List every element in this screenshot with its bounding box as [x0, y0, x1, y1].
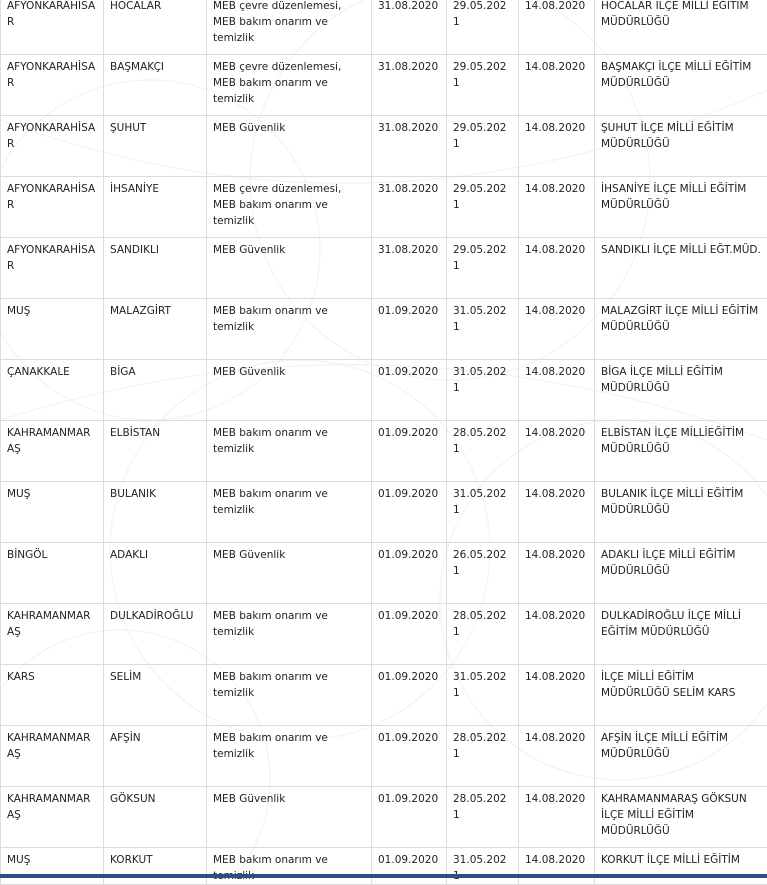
- institution-cell: BAŞMAKÇI İLÇE MİLLİ EĞİTİM MÜDÜRLÜĞÜ: [595, 55, 767, 116]
- end-date-cell: 28.05.2021: [447, 604, 519, 665]
- table-row: [1, 238, 767, 299]
- application-date-cell: 14.08.2020: [519, 604, 595, 665]
- job-type-cell: MEB çevre düzenlemesi, MEB bakım onarım ve temizlik: [207, 177, 372, 238]
- start-date-cell: 01.09.2020: [372, 421, 447, 482]
- end-date-cell: 29.05.2021: [447, 55, 519, 116]
- institution-cell: HOCALAR İLÇE MİLLİ EĞİTİM MÜDÜRLÜĞÜ: [595, 0, 767, 55]
- table-row: [1, 55, 767, 116]
- district-cell: İHSANİYE: [104, 177, 207, 238]
- end-date-cell: 28.05.2021: [447, 726, 519, 787]
- start-date-cell: 01.09.2020: [372, 299, 447, 360]
- application-date-cell: 14.08.2020: [519, 726, 595, 787]
- start-date-cell: 31.08.2020: [372, 0, 447, 55]
- province-cell: ÇANAKKALE: [1, 360, 104, 421]
- institution-cell: DULKADİROĞLU İLÇE MİLLİ EĞİTİM MÜDÜRLÜĞÜ: [595, 604, 767, 665]
- district-cell: MALAZGİRT: [104, 299, 207, 360]
- job-type-cell: MEB bakım onarım ve temizlik: [207, 421, 372, 482]
- start-date-cell: 31.08.2020: [372, 177, 447, 238]
- district-cell: BİGA: [104, 360, 207, 421]
- institution-cell: BULANIK İLÇE MİLLİ EĞİTİM MÜDÜRLÜĞÜ: [595, 482, 767, 543]
- end-date-cell: 29.05.2021: [447, 177, 519, 238]
- institution-cell: ELBİSTAN İLÇE MİLLİEĞİTİM MÜDÜRLÜĞÜ: [595, 421, 767, 482]
- province-cell: KAHRAMANMARAŞ: [1, 421, 104, 482]
- application-date-cell: 14.08.2020: [519, 116, 595, 177]
- district-cell: ADAKLI: [104, 543, 207, 604]
- province-cell: MUŞ: [1, 299, 104, 360]
- province-cell: KAHRAMANMARAŞ: [1, 604, 104, 665]
- province-cell: AFYONKARAHİSAR: [1, 238, 104, 299]
- start-date-cell: 01.09.2020: [372, 604, 447, 665]
- province-cell: KAHRAMANMARAŞ: [1, 787, 104, 848]
- job-type-cell: MEB bakım onarım ve: [207, 848, 372, 885]
- table-row: [1, 360, 767, 421]
- job-type-cell: MEB bakım onarım ve temizlik: [207, 482, 372, 543]
- end-date-cell: 31.05.2021: [447, 482, 519, 543]
- end-date-cell: 31.05.2021: [447, 360, 519, 421]
- job-type-cell: MEB bakım onarım ve temizlik: [207, 665, 372, 726]
- application-date-cell: 14.08.2020: [519, 543, 595, 604]
- district-cell: KORKUT: [104, 848, 207, 885]
- table-row: [1, 604, 767, 665]
- table-row: [1, 299, 767, 360]
- job-type-cell: MEB bakım onarım ve temizlik: [207, 299, 372, 360]
- institution-cell: ADAKLI İLÇE MİLLİ EĞİTİM MÜDÜRLÜĞÜ: [595, 543, 767, 604]
- application-date-cell: 14.08.2020: [519, 665, 595, 726]
- institution-cell: İLÇE MİLLİ EĞİTİM MÜDÜRLÜĞÜ SELİM KARS: [595, 665, 767, 726]
- district-cell: BULANIK: [104, 482, 207, 543]
- job-type-cell: MEB Güvenlik: [207, 116, 372, 177]
- start-date-cell: 01.09.2020: [372, 665, 447, 726]
- end-date-cell: 29.05.2021: [447, 116, 519, 177]
- institution-cell: MALAZGİRT İLÇE MİLLİ EĞİTİM MÜDÜRLÜĞÜ: [595, 299, 767, 360]
- table-row: [1, 543, 767, 604]
- start-date-cell: 01.09.2020: [372, 848, 447, 885]
- start-date-cell: 31.08.2020: [372, 238, 447, 299]
- start-date-cell: 01.09.2020: [372, 482, 447, 543]
- start-date-cell: 31.08.2020: [372, 116, 447, 177]
- table-row: [1, 177, 767, 238]
- table-row: [1, 116, 767, 177]
- end-date-cell: 31.05.202: [447, 848, 519, 885]
- table-row: [1, 482, 767, 543]
- table-row: [1, 787, 767, 848]
- institution-cell: AFŞİN İLÇE MİLLİ EĞİTİM MÜDÜRLÜĞÜ: [595, 726, 767, 787]
- table-row: [1, 0, 767, 55]
- province-cell: BİNGÖL: [1, 543, 104, 604]
- province-cell: AFYONKARAHİSAR: [1, 55, 104, 116]
- table-row: [1, 421, 767, 482]
- district-cell: GÖKSUN: [104, 787, 207, 848]
- application-date-cell: 14.08.2020: [519, 299, 595, 360]
- start-date-cell: 01.09.2020: [372, 543, 447, 604]
- province-cell: AFYONKARAHİSAR: [1, 116, 104, 177]
- end-date-cell: 29.05.2021: [447, 0, 519, 55]
- end-date-cell: 31.05.2021: [447, 299, 519, 360]
- institution-cell: ŞUHUT İLÇE MİLLİ EĞİTİM MÜDÜRLÜĞÜ: [595, 116, 767, 177]
- start-date-cell: 31.08.2020: [372, 55, 447, 116]
- job-type-cell: MEB Güvenlik: [207, 360, 372, 421]
- end-date-cell: 29.05.2021: [447, 238, 519, 299]
- province-cell: AFYONKARAHİSAR: [1, 177, 104, 238]
- end-date-cell: 26.05.2021: [447, 543, 519, 604]
- job-type-cell: MEB Güvenlik: [207, 238, 372, 299]
- institution-cell: İHSANİYE İLÇE MİLLİ EĞİTİM MÜDÜRLÜĞÜ: [595, 177, 767, 238]
- district-cell: SELİM: [104, 665, 207, 726]
- application-date-cell: 14.08.2020: [519, 482, 595, 543]
- table-row: [1, 848, 767, 885]
- application-date-cell: 14.08.2020: [519, 55, 595, 116]
- district-cell: AFŞİN: [104, 726, 207, 787]
- institution-cell: KORKUT İLÇE MİLLİ EĞİTİM: [595, 848, 767, 885]
- district-cell: ELBİSTAN: [104, 421, 207, 482]
- table-row: [1, 665, 767, 726]
- end-date-cell: 31.05.2021: [447, 665, 519, 726]
- district-cell: HOCALAR: [104, 0, 207, 55]
- institution-cell: KAHRAMANMARAŞ GÖKSUN İLÇE MİLLİ EĞİTİM MÜDÜRLÜĞÜ: [595, 787, 767, 848]
- job-type-cell: MEB bakım onarım ve temizlik: [207, 726, 372, 787]
- province-cell: AFYONKARAHİSAR: [1, 0, 104, 55]
- application-date-cell: 14.08.2020: [519, 360, 595, 421]
- application-date-cell: 14.08.2020: [519, 238, 595, 299]
- start-date-cell: 01.09.2020: [372, 726, 447, 787]
- district-cell: ŞUHUT: [104, 116, 207, 177]
- table-body: [1, 0, 767, 885]
- province-cell: MUŞ: [1, 848, 104, 885]
- start-date-cell: 01.09.2020: [372, 787, 447, 848]
- application-date-cell: 14.08.2020: [519, 0, 595, 55]
- application-date-cell: 14.08.2020: [519, 848, 595, 885]
- province-cell: KARS: [1, 665, 104, 726]
- application-date-cell: 14.08.2020: [519, 421, 595, 482]
- start-date-cell: 01.09.2020: [372, 360, 447, 421]
- province-cell: MUŞ: [1, 482, 104, 543]
- district-cell: BAŞMAKÇI: [104, 55, 207, 116]
- job-type-cell: MEB bakım onarım ve temizlik: [207, 604, 372, 665]
- district-cell: DULKADİROĞLU: [104, 604, 207, 665]
- job-type-cell: MEB Güvenlik: [207, 787, 372, 848]
- province-cell: KAHRAMANMARAŞ: [1, 726, 104, 787]
- scroll-edge-bar: [0, 874, 767, 878]
- end-date-cell: 28.05.2021: [447, 787, 519, 848]
- job-type-cell: MEB çevre düzenlemesi, MEB bakım onarım ve temizlik: [207, 0, 372, 55]
- job-type-cell: MEB Güvenlik: [207, 543, 372, 604]
- district-cell: SANDIKLI: [104, 238, 207, 299]
- end-date-cell: 28.05.2021: [447, 421, 519, 482]
- job-type-cell: MEB çevre düzenlemesi, MEB bakım onarım ve temizlik: [207, 55, 372, 116]
- application-date-cell: 14.08.2020: [519, 177, 595, 238]
- application-date-cell: 14.08.2020: [519, 787, 595, 848]
- institution-cell: BİGA İLÇE MİLLİ EĞİTİM MÜDÜRLÜĞÜ: [595, 360, 767, 421]
- institution-cell: SANDIKLI İLÇE MİLLİ EĞT.MÜD.: [595, 238, 767, 299]
- table-row: [1, 726, 767, 787]
